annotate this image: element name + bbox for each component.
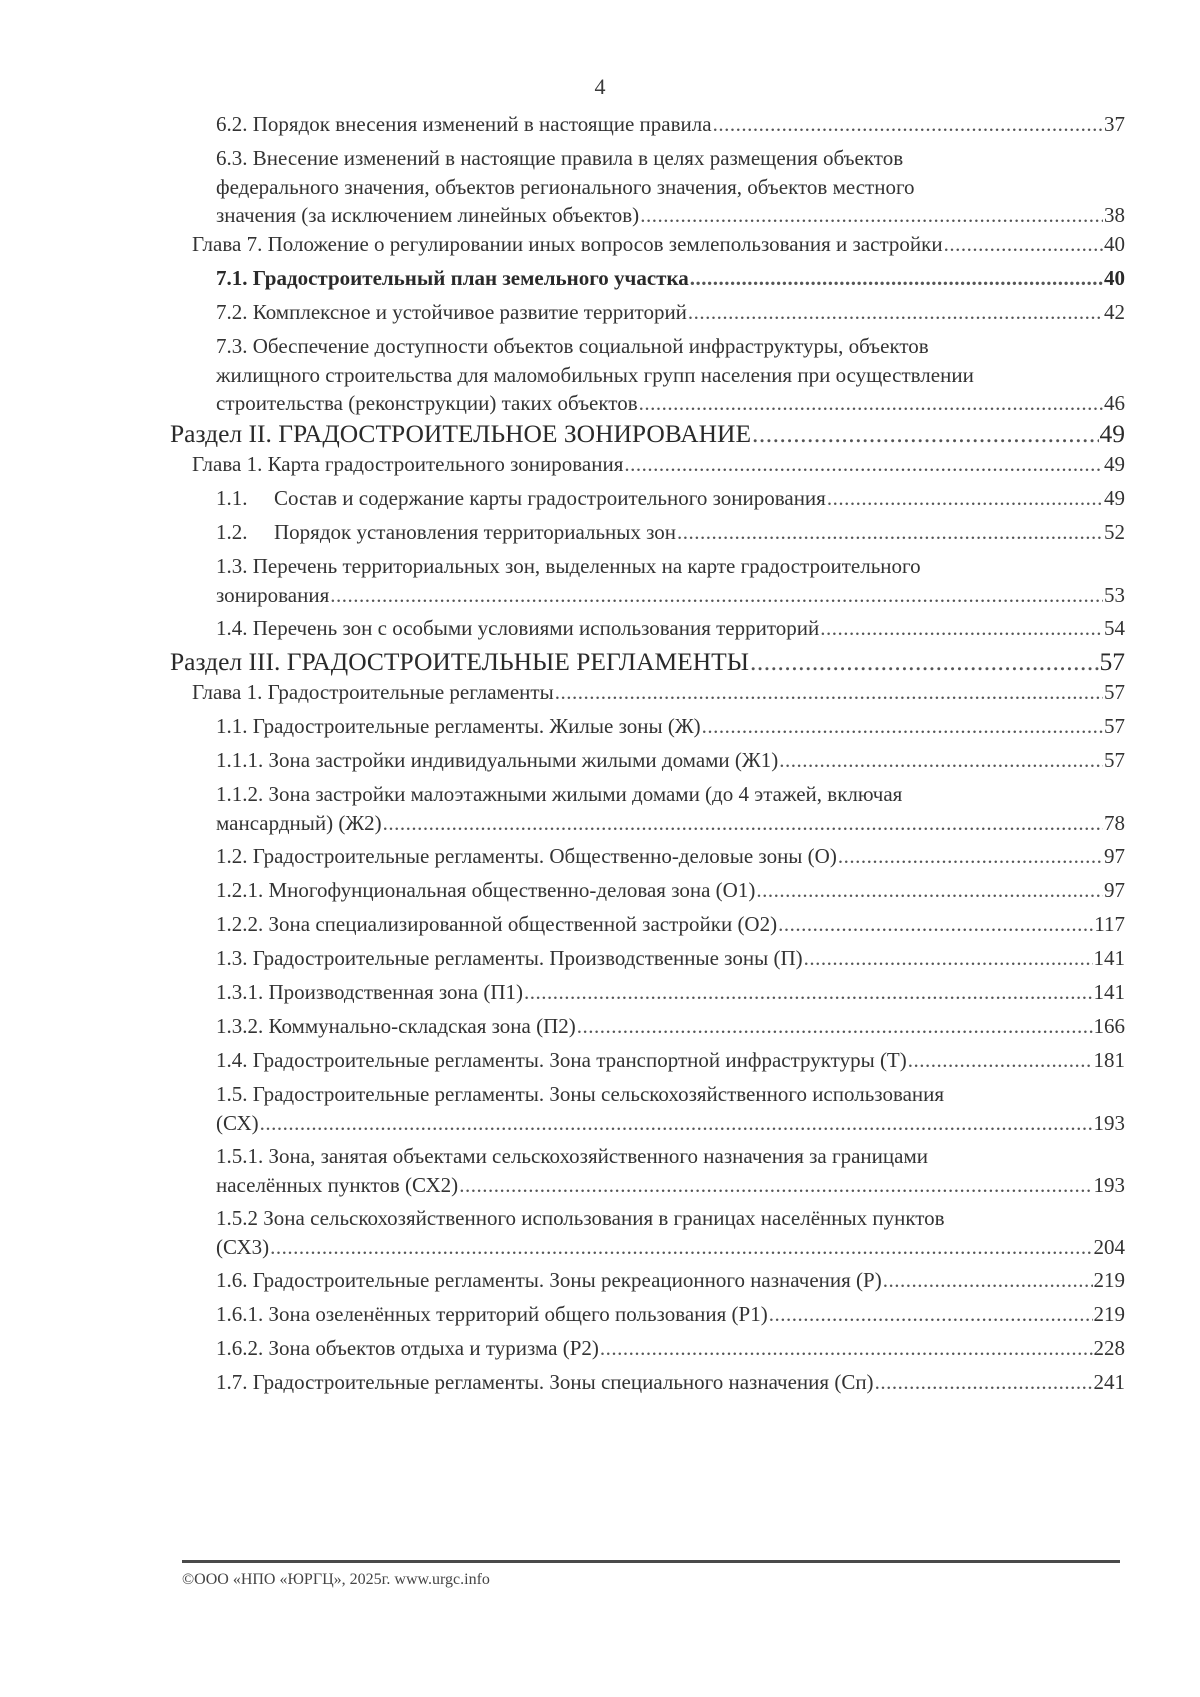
toc-entry-line: 6.3. Внесение изменений в настоящие правила в целях размещения объектов — [216, 146, 904, 170]
toc-entry — [216, 1046, 1125, 1075]
toc-entry-leader-line — [216, 389, 1125, 418]
toc-entry-line: 1.1.2. Зона застройки малоэтажными жилыми домами (до 4 этажей, включая — [216, 782, 903, 806]
toc-entry-leader-line — [216, 944, 1125, 973]
toc-entry — [192, 450, 1125, 479]
toc-entry-page: 219 — [1093, 1268, 1125, 1292]
toc-entry-page: 46 — [1104, 391, 1125, 415]
toc-entry-page: 49 — [1099, 419, 1125, 448]
dot-leader — [820, 614, 1103, 643]
dot-leader — [827, 484, 1103, 513]
toc-entry-title: 7.1. Градостроительный план земельного участка — [216, 266, 689, 290]
toc-entry-leader-line — [216, 910, 1125, 939]
dot-leader — [838, 842, 1103, 871]
toc-entry — [216, 1368, 1125, 1397]
toc-entry-title: 1.4. Градостроительные регламенты. Зона транспортной инфраструктуры (Т) — [216, 1048, 907, 1072]
toc-entry-leader-line — [216, 1109, 1125, 1138]
dot-leader — [883, 1266, 1093, 1295]
toc-entry-title: 1.3.2. Коммунально-складская зона (П2) — [216, 1014, 576, 1038]
toc-entry-title: Глава 1. Градостроительные регламенты — [192, 680, 554, 704]
toc-entry — [216, 1012, 1125, 1041]
toc-entry-leader-line — [216, 264, 1125, 293]
toc-entry — [216, 518, 1125, 547]
toc-entry — [216, 1080, 1125, 1137]
toc-entry-page: 97 — [1104, 844, 1125, 868]
dot-leader — [639, 389, 1103, 418]
dot-leader — [330, 581, 1103, 610]
toc-entry-page: 57 — [1104, 714, 1125, 738]
toc-entry-title: 1.2.1. Многофунциональная общественно-деловая зона (О1) — [216, 878, 756, 902]
toc-entry — [216, 614, 1125, 643]
toc-entry — [216, 484, 1125, 513]
toc-entry-leader-line — [192, 678, 1125, 707]
footer-divider — [182, 1560, 1120, 1563]
toc-entry-title: строительства (реконструкции) таких объектов — [216, 391, 638, 415]
toc-entry-page: 40 — [1104, 266, 1125, 290]
toc-entry-leader-line — [192, 230, 1125, 259]
toc-entry-title: 1.6. Градостроительные регламенты. Зоны рекреационного назначения (Р) — [216, 1268, 882, 1292]
dot-leader — [555, 678, 1103, 707]
toc-entry-leader-line — [192, 450, 1125, 479]
toc-entry-page: 141 — [1093, 946, 1125, 970]
toc-entry-number: 1.2. — [216, 520, 248, 544]
toc-entry-title — [216, 518, 676, 547]
toc-entry-title: Раздел III. ГРАДОСТРОИТЕЛЬНЫЕ РЕГЛАМЕНТЫ — [170, 647, 749, 676]
toc-entry — [216, 264, 1125, 293]
toc-entry-leader-line — [216, 876, 1125, 905]
toc-entry — [216, 746, 1125, 775]
dot-leader — [944, 230, 1103, 259]
toc-entry — [216, 1334, 1125, 1363]
dot-leader — [713, 110, 1103, 139]
toc-entry — [170, 646, 1125, 678]
toc-entry-title: 1.2.2. Зона специализированной общественной застройки (О2) — [216, 912, 778, 936]
toc-entry-page: 57 — [1099, 647, 1125, 676]
toc-entry — [216, 780, 1125, 837]
toc-entry-page: 117 — [1094, 912, 1125, 936]
dot-leader — [459, 1171, 1092, 1200]
toc-entry-leader-line — [170, 418, 1125, 450]
toc-entry-page: 40 — [1104, 232, 1125, 256]
toc-entry-line: 7.3. Обеспечение доступности объектов социальной инфраструктуры, объектов — [216, 334, 929, 358]
toc-entry-title: 6.2. Порядок внесения изменений в настоящие правила — [216, 112, 712, 136]
toc-entry-title: Глава 1. Карта градостроительного зонирования — [192, 452, 624, 476]
toc-entry-title: (СХ3) — [216, 1234, 270, 1259]
toc-entry-title: 1.6.2. Зона объектов отдыха и туризма (Р2) — [216, 1336, 599, 1360]
toc-entry-title-text: Состав и содержание карты градостроительного зонирования — [274, 486, 826, 510]
toc-entry-page: 52 — [1104, 520, 1125, 544]
toc-entry-title: зонирования — [216, 582, 330, 607]
toc-entry-line: 1.5.1. Зона, занятая объектами сельскохозяйственного назначения за границами — [216, 1144, 928, 1168]
toc-entry-leader-line — [216, 201, 1125, 230]
toc-entry-leader-line — [216, 484, 1125, 513]
toc-entry-line: жилищного строительства для маломобильных групп населения при осуществлении — [216, 362, 974, 387]
dot-leader — [677, 518, 1103, 547]
dot-leader — [260, 1109, 1093, 1138]
dot-leader — [270, 1233, 1092, 1262]
toc-entry — [216, 978, 1125, 1007]
toc-entry — [216, 110, 1125, 139]
toc-entry — [216, 298, 1125, 327]
page-number: 4 — [594, 74, 606, 99]
dot-leader — [875, 1368, 1093, 1397]
toc-entry-leader-line — [170, 646, 1125, 678]
toc-entry-leader-line — [216, 1300, 1125, 1329]
toc-entry-leader-line — [216, 712, 1125, 741]
toc-entry-title: мансардный) (Ж2) — [216, 810, 382, 835]
dot-leader — [688, 298, 1103, 327]
toc-entry-page: 42 — [1104, 300, 1125, 324]
toc-entry-title: (СХ) — [216, 1110, 259, 1135]
toc-entry-title: 1.1. Градостроительные регламенты. Жилые зоны (Ж) — [216, 714, 701, 738]
dot-leader — [769, 1300, 1093, 1329]
toc-entry-leader-line — [216, 1266, 1125, 1295]
toc-entry-line: 1.5. Градостроительные регламенты. Зоны сельскохозяйственного использования — [216, 1082, 945, 1106]
toc-entry-leader-line — [216, 581, 1125, 610]
toc-entry-leader-line — [216, 746, 1125, 775]
toc-entry-page: 49 — [1104, 452, 1125, 476]
dot-leader — [778, 910, 1093, 939]
toc-entry-title: 1.3. Градостроительные регламенты. Производственные зоны (П) — [216, 946, 803, 970]
toc-entry-leader-line — [216, 1012, 1125, 1041]
toc-entry-title: 1.4. Перечень зон с особыми условиями использования территорий — [216, 616, 820, 640]
toc-entry-leader-line — [216, 809, 1125, 838]
footer-copyright: ©ООО «НПО «ЮРГЦ», 2025г. www.urgc.info — [182, 1571, 490, 1588]
toc-entry — [192, 678, 1125, 707]
toc-entry-page: 181 — [1093, 1048, 1125, 1072]
toc-entry-leader-line — [216, 978, 1125, 1007]
toc-entry-title: Раздел II. ГРАДОСТРОИТЕЛЬНОЕ ЗОНИРОВАНИЕ — [170, 419, 752, 448]
toc-entry-line: 1.3. Перечень территориальных зон, выделенных на карте градостроительного — [216, 554, 921, 578]
toc-entry-title: 1.2. Градостроительные регламенты. Общественно-деловые зоны (О) — [216, 844, 837, 868]
toc-entry — [170, 418, 1125, 450]
toc-entry-title: Глава 7. Положение о регулировании иных вопросов землепользования и застройки — [192, 232, 943, 256]
toc-entry — [216, 332, 1125, 418]
toc-entry-page: 57 — [1104, 748, 1125, 772]
toc-entry-page: 228 — [1093, 1336, 1125, 1360]
toc-entry-page: 57 — [1104, 680, 1125, 704]
toc-entry-page: 141 — [1093, 980, 1125, 1004]
toc-entry — [216, 1142, 1125, 1199]
toc-entry-page: 53 — [1104, 582, 1125, 607]
dot-leader — [750, 646, 1099, 678]
toc-entry-page: 97 — [1104, 878, 1125, 902]
toc-entry-page: 193 — [1093, 1110, 1125, 1135]
toc-entry-title: 1.6.1. Зона озеленённых территорий общего пользования (Р1) — [216, 1302, 768, 1326]
toc-entry-page: 219 — [1093, 1302, 1125, 1326]
toc-entry — [216, 876, 1125, 905]
toc-entry-title: 1.1.1. Зона застройки индивидуальными жилыми домами (Ж1) — [216, 748, 779, 772]
toc-entry-leader-line — [216, 298, 1125, 327]
dot-leader — [752, 418, 1098, 450]
toc-entry-line: 1.5.2 Зона сельскохозяйственного использования в границах населённых пунктов — [216, 1206, 945, 1230]
toc-entry-page: 38 — [1104, 203, 1125, 227]
toc-entry — [216, 944, 1125, 973]
toc-entry — [192, 230, 1125, 259]
toc-entry-page: 37 — [1104, 112, 1125, 136]
dot-leader — [577, 1012, 1093, 1041]
toc-entry-page: 78 — [1104, 810, 1125, 835]
toc-entry-page: 49 — [1104, 486, 1125, 510]
toc-entry-leader-line — [216, 110, 1125, 139]
toc-entry-leader-line — [216, 1233, 1125, 1262]
toc-entry-page: 241 — [1093, 1370, 1125, 1394]
toc-entry-title: 7.2. Комплексное и устойчивое развитие территорий — [216, 300, 687, 324]
toc-entry-leader-line — [216, 1334, 1125, 1363]
toc-entry-leader-line — [216, 1171, 1125, 1200]
toc-entry — [216, 552, 1125, 609]
toc-entry — [216, 1204, 1125, 1261]
toc-entry-leader-line — [216, 518, 1125, 547]
dot-leader — [702, 712, 1103, 741]
toc-entry-leader-line — [216, 1368, 1125, 1397]
dot-leader — [383, 809, 1103, 838]
dot-leader — [690, 264, 1103, 293]
toc-entry — [216, 842, 1125, 871]
toc-entry-number: 1.1. — [216, 486, 248, 510]
toc-entry — [216, 910, 1125, 939]
toc-entry-title: населённых пунктов (СХ2) — [216, 1172, 459, 1197]
toc-entry — [216, 144, 1125, 230]
toc-entry-title — [216, 484, 826, 513]
toc-entry-page: 54 — [1104, 616, 1125, 640]
dot-leader — [524, 978, 1092, 1007]
toc-entry-page: 193 — [1093, 1172, 1125, 1197]
toc-entry-title-text: Порядок установления территориальных зон — [274, 520, 677, 544]
toc-entry-title: 1.3.1. Производственная зона (П1) — [216, 980, 524, 1004]
toc-entry-page: 204 — [1093, 1234, 1125, 1259]
dot-leader — [756, 876, 1103, 905]
toc-entry — [216, 712, 1125, 741]
dot-leader — [624, 450, 1103, 479]
toc-entry-page: 166 — [1093, 1014, 1125, 1038]
toc-entry-leader-line — [216, 614, 1125, 643]
toc-entry-line: федерального значения, объектов регионального значения, объектов местного — [216, 174, 915, 199]
toc-entry-leader-line — [216, 842, 1125, 871]
toc-entry-title: значения (за исключением линейных объектов) — [216, 203, 640, 227]
dot-leader — [804, 944, 1093, 973]
dot-leader — [908, 1046, 1093, 1075]
dot-leader — [640, 201, 1103, 230]
toc-entry-leader-line — [216, 1046, 1125, 1075]
dot-leader — [600, 1334, 1093, 1363]
dot-leader — [779, 746, 1103, 775]
toc-entry — [216, 1266, 1125, 1295]
toc-entry-title: 1.7. Градостроительные регламенты. Зоны специального назначения (Сп) — [216, 1370, 874, 1394]
toc-entry — [216, 1300, 1125, 1329]
